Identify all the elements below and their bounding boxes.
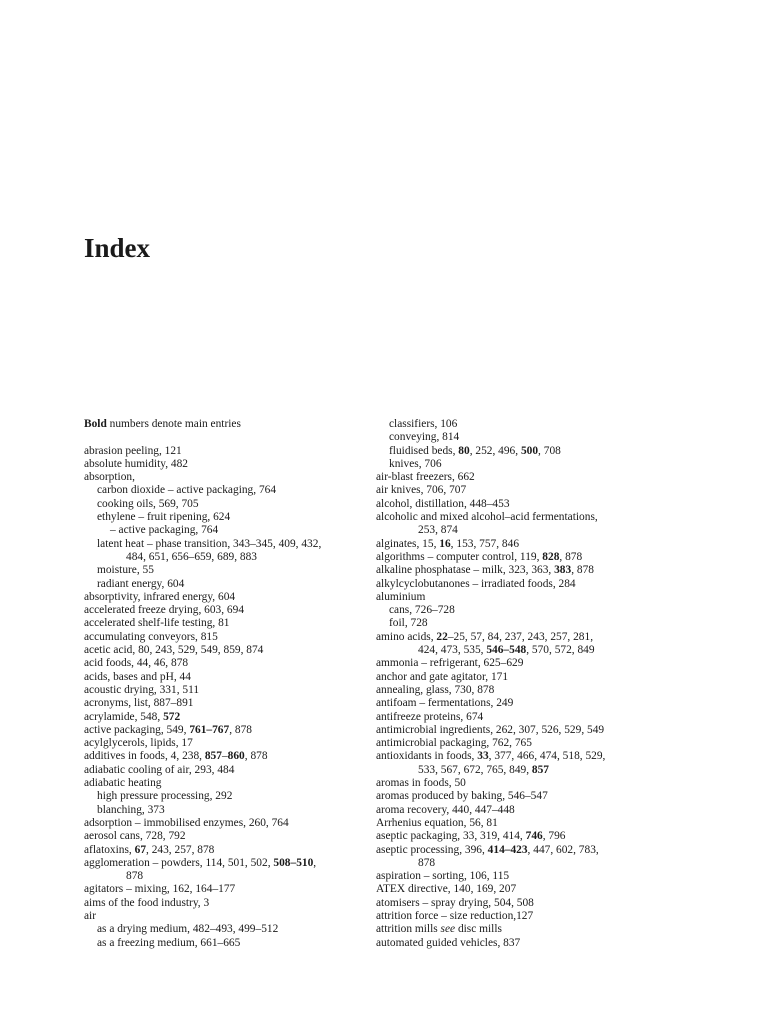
entry-text: cans, 726–728	[389, 604, 455, 617]
index-entry	[84, 764, 359, 777]
index-entry	[376, 524, 676, 537]
index-entry	[376, 910, 676, 923]
entry-main-page: 860	[227, 750, 245, 763]
entry-text: anchor and gate agitator, 171	[376, 670, 509, 683]
note-bold-word: Bold	[84, 418, 107, 430]
index-entry	[84, 711, 359, 724]
index-entry	[376, 804, 676, 817]
index-entry	[84, 697, 359, 710]
index-entry	[376, 551, 676, 564]
entry-main-page: 500	[520, 444, 539, 457]
entry-text: as a drying medium, 482–493, 499–512	[97, 923, 279, 936]
entry-text: 424, 473, 535,	[418, 644, 487, 657]
index-entry	[84, 844, 359, 857]
index-entry	[376, 471, 676, 484]
entry-text: ethylene – fruit ripening, 624	[97, 511, 231, 524]
entry-main-page: 383	[554, 564, 572, 577]
index-entry	[376, 777, 676, 790]
index-entry	[84, 604, 359, 617]
entry-text: , 708	[538, 444, 561, 457]
index-entry	[84, 591, 359, 604]
entry-main-page: 572	[163, 710, 181, 723]
index-entry	[376, 697, 676, 710]
entry-main-page: 857	[204, 750, 222, 763]
index-entry	[84, 564, 359, 577]
entry-text: aromas produced by baking, 546–547	[376, 790, 548, 803]
index-entry	[84, 937, 359, 950]
entry-text: ATEX directive, 140, 169, 207	[376, 883, 517, 896]
index-entry	[376, 790, 676, 803]
index-entry	[84, 551, 359, 564]
index-column-left	[84, 418, 359, 950]
index-entries-right	[376, 418, 676, 950]
entry-text: disc mills	[455, 923, 502, 936]
entry-main-page: 857	[531, 763, 549, 776]
index-entry	[376, 644, 676, 657]
entry-text: aseptic packaging, 33, 319, 414,	[376, 830, 526, 843]
index-entry	[376, 591, 676, 604]
entry-text: aims of the food industry, 3	[84, 896, 210, 909]
entry-text: atomisers – spray drying, 504, 508	[376, 896, 534, 909]
entry-main-page: 508–510	[273, 856, 314, 869]
entry-text: conveying, 814	[389, 431, 460, 444]
entry-text: adiabatic cooling of air, 293, 484	[84, 763, 235, 776]
entry-text: alcohol, distillation, 448–453	[376, 497, 510, 510]
entry-text: as a freezing medium, 661–665	[97, 936, 241, 949]
entry-text: antifoam – fermentations, 249	[376, 697, 514, 710]
entry-text: 878	[126, 870, 144, 883]
index-entry	[84, 671, 359, 684]
entry-text: aluminium	[376, 590, 426, 603]
index-entry	[376, 764, 676, 777]
entry-text: acids, bases and pH, 44	[84, 670, 191, 683]
entry-text: amino acids,	[376, 630, 437, 643]
index-entry	[376, 458, 676, 471]
index-entry	[376, 498, 676, 511]
entry-text: ,	[313, 856, 317, 869]
index-entry	[84, 445, 359, 458]
entry-text: , 243, 257, 878	[146, 843, 215, 856]
index-entry	[376, 937, 676, 950]
note-text: numbers denote main entries	[106, 418, 241, 430]
entry-main-page: 16	[439, 537, 451, 550]
index-entry	[84, 857, 359, 870]
index-entry	[376, 578, 676, 591]
entry-text: adsorption – immobilised enzymes, 260, 764	[84, 816, 289, 829]
entry-main-page: 546–548	[486, 644, 527, 657]
bold-numbers-note	[84, 418, 359, 431]
entry-text: aerosol cans, 728, 792	[84, 830, 186, 843]
entry-text: knives, 706	[389, 457, 442, 470]
entry-text: , 878	[559, 550, 583, 563]
entry-text: cooking oils, 569, 705	[97, 497, 199, 510]
index-entry	[84, 631, 359, 644]
entry-text: accelerated shelf-life testing, 81	[84, 617, 230, 630]
entry-text: ammonia – refrigerant, 625–629	[376, 657, 524, 670]
entry-text: attrition mills	[376, 923, 441, 936]
index-entry	[84, 644, 359, 657]
page-title: Index	[84, 233, 151, 263]
entry-text: active packaging, 549,	[84, 723, 190, 736]
entry-text: aromas in foods, 50	[376, 777, 466, 790]
entry-text: acetic acid, 80, 243, 529, 549, 859, 874	[84, 644, 264, 657]
entry-text: 253, 874	[418, 524, 458, 537]
entry-text: annealing, glass, 730, 878	[376, 683, 495, 696]
index-entry	[84, 737, 359, 750]
index-entry	[84, 804, 359, 817]
index-entry	[84, 617, 359, 630]
entry-text: agitators – mixing, 162, 164–177	[84, 883, 236, 896]
index-entry	[376, 750, 676, 763]
index-entry	[376, 923, 676, 936]
entry-text: foil, 728	[389, 617, 428, 630]
entry-text: accelerated freeze drying, 603, 694	[84, 604, 245, 617]
entry-text: carbon dioxide – active packaging, 764	[97, 484, 277, 497]
entry-text: aseptic processing, 396,	[376, 843, 488, 856]
index-entry	[376, 724, 676, 737]
index-column-right	[376, 418, 676, 950]
entry-text: , 377, 466, 474, 518, 529,	[488, 750, 606, 763]
entry-text: acid foods, 44, 46, 878	[84, 657, 189, 670]
entry-main-page: 414–423	[487, 843, 528, 856]
index-entry	[84, 724, 359, 737]
index-entry	[376, 657, 676, 670]
entry-text: , 878	[244, 750, 268, 763]
entry-main-page: 746	[525, 830, 543, 843]
index-entry	[376, 684, 676, 697]
entry-text: , 570, 572, 849	[526, 644, 595, 657]
entry-text: alkaline phosphatase – milk, 323, 363,	[376, 564, 555, 577]
index-entry	[376, 883, 676, 896]
entry-text: blanching, 373	[97, 803, 165, 816]
entry-text: absorption,	[84, 471, 135, 484]
entry-text: adiabatic heating	[84, 777, 162, 790]
entry-text: , 878	[229, 723, 252, 736]
entry-main-page: 828	[542, 550, 560, 563]
entry-text: classifiers, 106	[389, 418, 458, 430]
index-entry	[376, 857, 676, 870]
index-entry	[84, 883, 359, 896]
index-entry	[84, 870, 359, 883]
index-entry	[376, 631, 676, 644]
entry-text: alcoholic and mixed alcohol–acid fermentations,	[376, 511, 598, 524]
entry-text: aroma recovery, 440, 447–448	[376, 803, 515, 816]
entry-text: , 878	[571, 564, 594, 577]
entry-text: acronyms, list, 887–891	[84, 697, 194, 710]
entry-text: accumulating conveyors, 815	[84, 630, 218, 643]
entry-text: acylglycerols, lipids, 17	[84, 737, 193, 750]
entry-text: 878	[418, 856, 436, 869]
index-entry	[84, 830, 359, 843]
entry-text: antimicrobial packaging, 762, 765	[376, 737, 532, 750]
entry-text: aflatoxins,	[84, 843, 135, 856]
entry-text: antioxidants in foods,	[376, 750, 478, 763]
index-entry	[84, 684, 359, 697]
entry-text: attrition force – size reduction,127	[376, 909, 534, 922]
entry-text: antifreeze proteins, 674	[376, 710, 484, 723]
entry-text: air knives, 706, 707	[376, 484, 467, 497]
index-entry	[84, 923, 359, 936]
entry-main-page: 761–767	[189, 723, 230, 736]
entry-text: latent heat – phase transition, 343–345, 409, 432,	[97, 537, 322, 550]
entry-text: fluidised beds,	[389, 444, 459, 457]
index-entry	[84, 790, 359, 803]
index-entry	[84, 498, 359, 511]
index-entry	[376, 538, 676, 551]
index-entries-left	[84, 445, 359, 950]
entry-text: , 796	[542, 830, 566, 843]
entry-text: 484, 651, 656–659, 689, 883	[126, 550, 257, 563]
entry-text: acrylamide, 548,	[84, 710, 164, 723]
index-entry	[376, 445, 676, 458]
entry-text: – active packaging, 764	[110, 524, 219, 537]
index-entry	[84, 657, 359, 670]
index-entry	[84, 458, 359, 471]
entry-text: algorithms – computer control, 119,	[376, 550, 543, 563]
spacer	[84, 431, 359, 444]
index-entry	[376, 431, 676, 444]
entry-text: , 447, 602, 783,	[527, 843, 599, 856]
index-entry	[376, 737, 676, 750]
entry-text: –25, 57, 84, 237, 243, 257, 281,	[447, 630, 594, 643]
entry-text: Arrhenius equation, 56, 81	[376, 816, 498, 829]
entry-text: agglomeration – powders, 114, 501, 502,	[84, 856, 274, 869]
index-entry	[376, 511, 676, 524]
entry-text: absorptivity, infrared energy, 604	[84, 590, 236, 603]
index-entry	[376, 897, 676, 910]
index-entry	[376, 817, 676, 830]
entry-text: air-blast freezers, 662	[376, 471, 475, 484]
index-entry	[84, 538, 359, 551]
index-entry	[84, 750, 359, 763]
entry-text: air	[84, 909, 97, 922]
index-entry	[84, 578, 359, 591]
entry-text: moisture, 55	[97, 564, 154, 577]
index-entry	[376, 564, 676, 577]
index-entry	[376, 484, 676, 497]
entry-text: –	[221, 750, 228, 763]
entry-text: additives in foods, 4, 238,	[84, 750, 205, 763]
entry-text: alkylcyclobutanones – irradiated foods, 284	[376, 577, 576, 590]
index-entry	[84, 817, 359, 830]
index-entry	[376, 671, 676, 684]
index-entry	[376, 844, 676, 857]
entry-text: high pressure processing, 292	[97, 790, 233, 803]
entry-main-page: 80	[458, 444, 470, 457]
index-entry	[376, 418, 676, 431]
entry-cross-reference: see	[440, 923, 456, 936]
entry-text: abrasion peeling, 121	[84, 444, 182, 457]
index-entry	[376, 870, 676, 883]
entry-text: absolute humidity, 482	[84, 457, 188, 470]
index-entry	[376, 617, 676, 630]
entry-text: , 153, 757, 846	[450, 537, 520, 550]
index-entry	[376, 604, 676, 617]
entry-text: automated guided vehicles, 837	[376, 936, 521, 949]
index-entry	[84, 910, 359, 923]
entry-text: acoustic drying, 331, 511	[84, 683, 200, 696]
entry-text: antimicrobial ingredients, 262, 307, 526, 529, 549	[376, 723, 605, 736]
index-entry	[84, 471, 359, 484]
index-entry	[84, 511, 359, 524]
entry-main-page: 67	[134, 843, 147, 856]
entry-text: 533, 567, 672, 765, 849,	[418, 763, 532, 776]
index-entry	[84, 484, 359, 497]
index-entry	[376, 830, 676, 843]
index-entry	[84, 524, 359, 537]
entry-main-page: 33	[477, 750, 489, 763]
entry-text: alginates, 15,	[376, 537, 440, 550]
entry-main-page: 22	[436, 630, 448, 643]
entry-text: radiant energy, 604	[97, 577, 185, 590]
index-entry	[84, 897, 359, 910]
index-entry	[376, 711, 676, 724]
entry-text: , 252, 496,	[469, 444, 521, 457]
index-entry	[84, 777, 359, 790]
entry-text: aspiration – sorting, 106, 115	[376, 870, 510, 883]
